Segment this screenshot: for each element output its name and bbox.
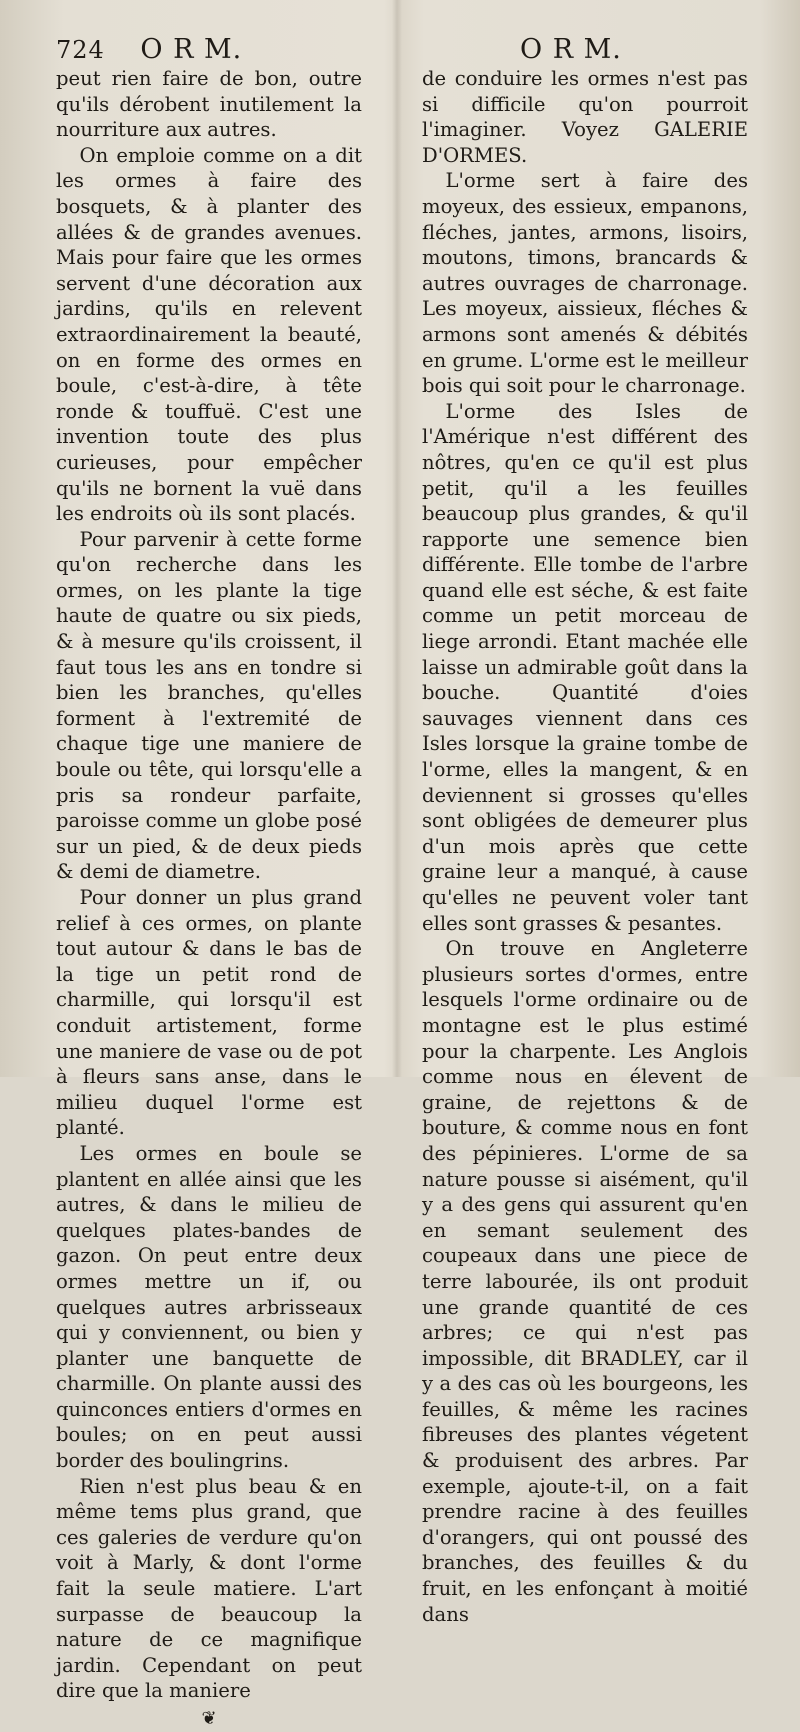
running-title-left: O R M. (140, 34, 243, 65)
page-number: 724 (56, 36, 105, 64)
paragraph: Rien n'est plus beau & en même tems plus grand, que ces galeries de verdure qu'on voit à Marly, & dont l'orme fait la seule matiere. L'art surpasse de beaucoup la nature de ce magnifique jardin. Cependant on peut dire que la maniere (56, 1474, 362, 1703)
paragraph: peut rien faire de bon, outre qu'ils dérobent inutilement la nourriture aux autres. (56, 67, 362, 142)
paragraph: On trouve en Angleterre plusieurs sortes d'ormes, entre lesquels l'orme ordinaire ou de montagne est le plus estimé pour la charpente. Les Anglois comme nous en élevent de graine, de rejettons & de bouture, & comme nous en font des pépinieres. L'orme de sa nature pousse si aisément, qu'il y a des gens qui assurent qu'en en semant seulement des coupeaux dans une piece de terre labourée, ils ont produit une grande quantité de ces arbres; ce qui n'est pas impossible, dit BRADLEY, car il y a des cas où les bourgeons, les feuilles, & même les racines fibreuses des plantes végetent & produisent des arbres. Par exemple, ajoute-t-il, on a fait prendre racine à des feuilles d'orangers, qui ont poussé des branches, des feuilles & du fruit, en les enfonçant à moitié dans (422, 937, 748, 1626)
paragraph: de conduire les ormes n'est pas si difficile qu'on pourroit l'imaginer. Voyez GALERIE D'ORMES. (422, 67, 748, 167)
paragraph: L'orme des Isles de l'Amérique n'est différent des nôtres, qu'en ce qu'il est plus petit, qu'il a les feuilles beaucoup plus grandes, & qu'il rapporte une semence bien différente. Elle tombe de l'arbre quand elle est séche, & est faite comme un petit morceau de liege arrondi. Etant machée elle laisse un admirable goût dans la bouche. Quantité d'oies sauvages viennent dans ces Isles lorsque la graine tombe de l'orme, elles la mangent, & en deviennent si grosses qu'elles sont obligées de demeurer plus d'un mois après que cette graine leur a manqué, à cause qu'elles ne peuvent voler tant elles sont grasses & pesantes. (422, 399, 748, 935)
page-gutter (392, 0, 402, 1077)
paragraph: On emploie comme on a dit les ormes à faire des bosquets, & à planter des allées & de grandes avenues. Mais pour faire que les ormes servent d'une décoration aux jardins, qu'ils en relevent extraordinairement la beauté, on en forme des ormes en boule, c'est-à-dire, à tête ronde & touffuë. C'est une invention toute des plus curieuses, pour empêcher qu'ils ne bornent la vuë dans les endroits où ils sont placés. (56, 143, 362, 526)
paragraph: Les ormes en boule se plantent en allée ainsi que les autres, & dans le milieu de quelques plates-bandes de gazon. On peut entre deux ormes mettre un if, ou quelques autres arbrisseaux qui y conviennent, ou bien y planter une banquette de charmille. On plante aussi des quinconces entiers d'ormes en boules; on en peut aussi border des boulingrins. (56, 1141, 362, 1473)
paragraph: Pour parvenir à cette forme qu'on recherche dans les ormes, on les plante la tige haute de quatre ou six pieds, & à mesure qu'ils croissent, il faut tous les ans en tondre si bien les branches, qu'elles forment à l'extremité de chaque tige une maniere de boule ou tête, qui lorsqu'elle a pris sa rondeur parfaite, paroisse comme un globe posé sur un pied, & de deux pieds & demi de diametre. (56, 527, 362, 884)
fleuron-ornament-icon: ❦ (201, 1708, 217, 1729)
paragraph: L'orme sert à faire des moyeux, des essieux, empanons, fléches, jantes, armons, lisoirs, moutons, timons, brancards & autres ouvrages de charronage. Les moyeux, aissieux, fléches & armons sont amenés & débités en grume. L'orme est le meilleur bois qui soit pour le charronage. (422, 169, 748, 398)
left-page-header (56, 34, 356, 65)
left-text-column (56, 66, 362, 1729)
paragraph: Pour donner un plus grand relief à ces ormes, on plante tout autour & dans le bas de la tige un petit rond de charmille, qui lorsqu'il est conduit artistement, forme une maniere de vase ou de pot à fleurs sans anse, dans le milieu duquel l'orme est planté. (56, 886, 362, 1140)
right-page-header (520, 34, 720, 65)
running-title-right: O R M. (520, 34, 622, 65)
right-text-column (422, 66, 748, 1626)
